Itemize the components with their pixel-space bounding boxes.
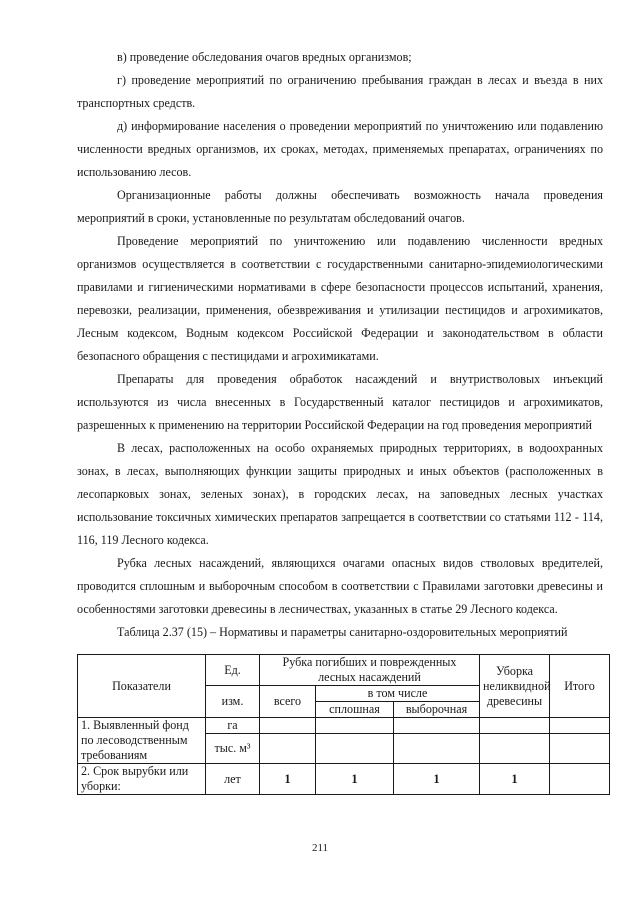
header-cleanup: Уборка неликвидной древесины	[480, 655, 550, 718]
paragraph-preparations: Препараты для проведения обработок насаждений и внутристволовых инъекций используются из числа внесенных в Государственный каталог пестицидов и агрохимикатов, разрешенных к применению на территории Российской Федерации на год проведения мероприятий	[77, 372, 603, 432]
cell-value	[550, 764, 610, 795]
header-total-felling: всего	[260, 686, 316, 718]
row-unit: га	[206, 718, 260, 734]
paragraph-v: в) проведение обследования очагов вредных организмов;	[117, 50, 412, 64]
cell-value: 1	[260, 764, 316, 795]
paragraph-g: г) проведение мероприятий по ограничению пребывания граждан в лесах и въезда в них транспортных средств.	[77, 73, 603, 110]
row-unit: лет	[206, 764, 260, 795]
cell-value: 1	[316, 764, 394, 795]
header-felling-group: Рубка погибших и поврежденных лесных насаждений	[260, 655, 480, 686]
row-label: 1. Выявленный фонд по лесоводственным требованиям	[78, 718, 206, 764]
header-indicators: Показатели	[78, 655, 206, 718]
table-row	[78, 764, 610, 795]
document-body	[77, 46, 603, 795]
norms-table	[77, 654, 610, 795]
row-unit: тыс. м³	[206, 734, 260, 764]
table-caption: Таблица 2.37 (15) – Нормативы и параметры санитарно-оздоровительных мероприятий	[117, 625, 568, 639]
row-label: 2. Срок вырубки или уборки:	[78, 764, 206, 795]
table-row	[78, 718, 610, 734]
paragraph-protected-areas: В лесах, расположенных на особо охраняемых природных территориях, в водоохранных зонах, в лесах, выполняющих функции защиты природных и иных объектов (расположенных в лесопарковых зонах, зеленых зонах), в городских лесах, на заповедных лесных участках использование токсичных химических препаратов запрещается в соответствии со статьями 112 - 114, 116, 119 Лесного кодекса.	[77, 441, 603, 547]
header-total: Итого	[550, 655, 610, 718]
header-selective: выборочная	[394, 702, 480, 718]
paragraph-d: д) информирование населения о проведении мероприятий по уничтожению или подавлению численности вредных организмов, их сроках, методах, применяемых препаратах, ограничениях по использованию лесов.	[77, 119, 603, 179]
cell-value: 1	[394, 764, 480, 795]
cell-value: 1	[480, 764, 550, 795]
header-clear: сплошная	[316, 702, 394, 718]
paragraph-felling: Рубка лесных насаждений, являющихся очагами опасных видов стволовых вредителей, проводится сплошным и выборочным способом в соответствии с Правилами заготовки древесины и особенностями заготовки древесины в лесничествах, указанных в статье 29 Лесного кодекса.	[77, 556, 603, 616]
header-including: в том числе	[316, 686, 480, 702]
header-unit-top: Ед.	[206, 655, 260, 686]
page-number: 211	[311, 842, 329, 854]
paragraph-organizational: Организационные работы должны обеспечивать возможность начала проведения мероприятий в сроки, установленные по результатам обследований очагов.	[77, 188, 603, 225]
paragraph-measures: Проведение мероприятий по уничтожению или подавлению численности вредных организмов осуществляется в соответствии с государственными санитарно-эпидемиологическими правилами и гигиеническими нормативами в сфере безопасности процессов испытаний, хранения, перевозки, реализации, применения, обезвреживания и утилизации пестицидов и агрохимикатов, Лесным кодексом, Водным кодексом Российской Федерации и законодательством в области безопасного обращения с пестицидами и агрохимикатами.	[77, 234, 603, 363]
header-unit-bottom: изм.	[206, 686, 260, 718]
